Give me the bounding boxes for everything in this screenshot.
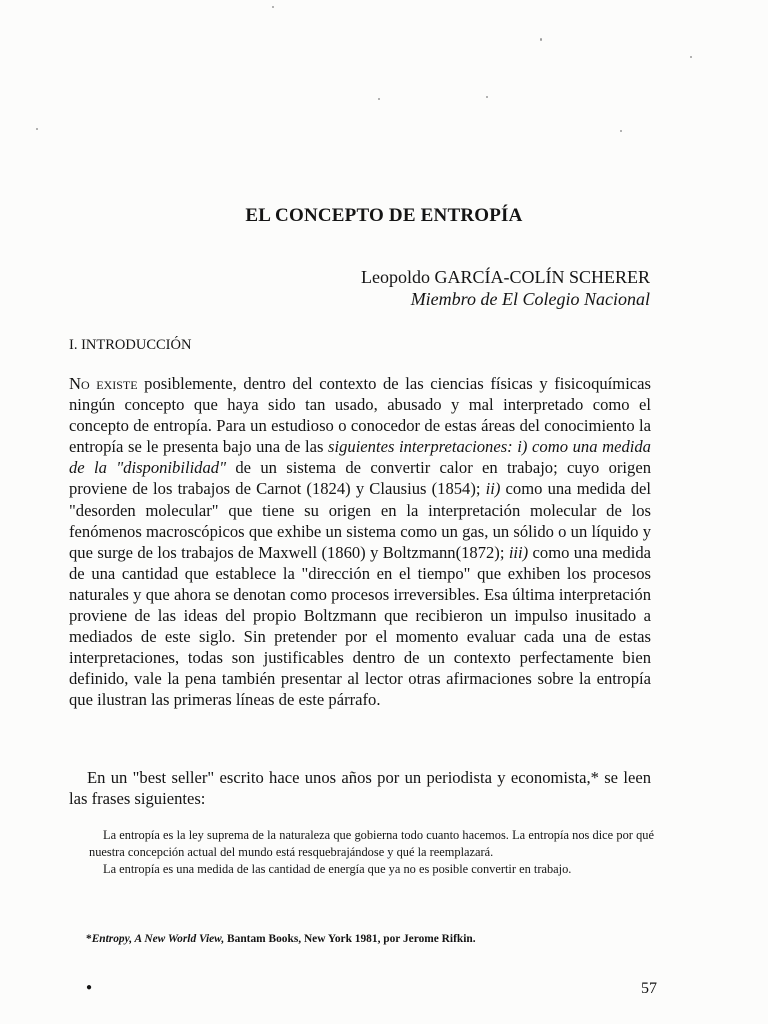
author-surname: GARCÍA-COLÍN SCHERER	[434, 267, 650, 287]
block-quote	[89, 827, 654, 878]
section-heading	[69, 337, 191, 354]
section-number: I.	[69, 337, 78, 353]
intro-paragraph	[69, 373, 651, 711]
author-first-name: Leopoldo	[360, 267, 430, 287]
paragraph-italic: ii)	[485, 479, 501, 499]
paragraph-text: como una medida de una cantidad que establece la "dirección en el tiempo" que exhiben los procesos naturales y que ahora se denotan como procesos irreversibles. Esa última interpretación proviene de las ideas del propio Boltzmann que recibieron un impulso inusitado a mediados de este siglo. Sin pretender por el momento evaluar cada una de estas interpretaciones, todas son justificables dentro de un contexto perfectamente bien definido, vale la pena también presentar al lector otras afirmaciones sobre la entropía que ilustran las primeras líneas de este párrafo.	[69, 542, 651, 710]
paragraph-text: posiblemente, dentro del contexto de las ciencias físicas y fisicoquímicas ningún concepto que haya sido tan usado, abusado y mal interpretado como el concepto de entropía. Para un estudioso o conocedor de estas áreas del conocimiento la entropía se le presenta bajo una de las	[69, 374, 651, 457]
footnote-text: Bantam Books, New York 1981, por Jerome Rifkin.	[224, 933, 476, 945]
scan-speck	[620, 130, 622, 132]
best-seller-paragraph: En un "best seller" escrito hace unos años por un periodista y economista,* se leen las frases siguientes:	[69, 768, 651, 809]
scan-speck	[36, 128, 38, 130]
paragraph-lead: No existe	[69, 374, 138, 393]
paragraph-text: de un sistema de convertir calor en trabajo; cuyo origen proviene de los trabajos de Carnot (1824) y Clausius (1854);	[69, 458, 652, 499]
author-block	[361, 266, 650, 310]
paragraph-italic: siguientes interpretaciones: i) como una medida de la "disponibilidad"	[69, 437, 651, 478]
page-number: 57	[641, 980, 657, 997]
footnote	[86, 933, 476, 945]
footnote-book-title: Entropy, A New World View,	[91, 933, 225, 945]
quote-line: La entropía es una medida de las cantidad de energía que ya no es posible convertir en trabajo.	[103, 862, 572, 876]
bullet-dot-icon: ●	[86, 982, 93, 993]
scan-speck	[378, 98, 380, 100]
paragraph-italic: iii)	[508, 542, 529, 562]
article-title: EL CONCEPTO DE ENTROPÍA	[245, 205, 523, 226]
scan-speck	[540, 38, 542, 41]
footnote-marker: *	[86, 933, 92, 945]
author-name	[361, 266, 650, 288]
scan-speck	[272, 6, 274, 8]
author-affiliation: Miembro de El Colegio Nacional	[410, 289, 650, 309]
quote-line: La entropía es la ley suprema de la naturaleza que gobierna todo cuanto hacemos. La entropía nos dice por qué nuestra concepción actual del mundo está resquebrajándose y qué la reemplazará.	[89, 828, 654, 859]
scan-speck	[690, 56, 692, 58]
paragraph-text: como una medida del "desorden molecular" que tiene su origen en la interpretación molecular de los fenómenos macroscópicos que exhibe un sistema como un gas, un sólido o un líquido y que surge de los trabajos de Maxwell (1860) y Boltzmann(1872);	[69, 479, 651, 562]
section-title: INTRODUCCIÓN	[81, 337, 192, 353]
scan-speck	[486, 96, 488, 98]
